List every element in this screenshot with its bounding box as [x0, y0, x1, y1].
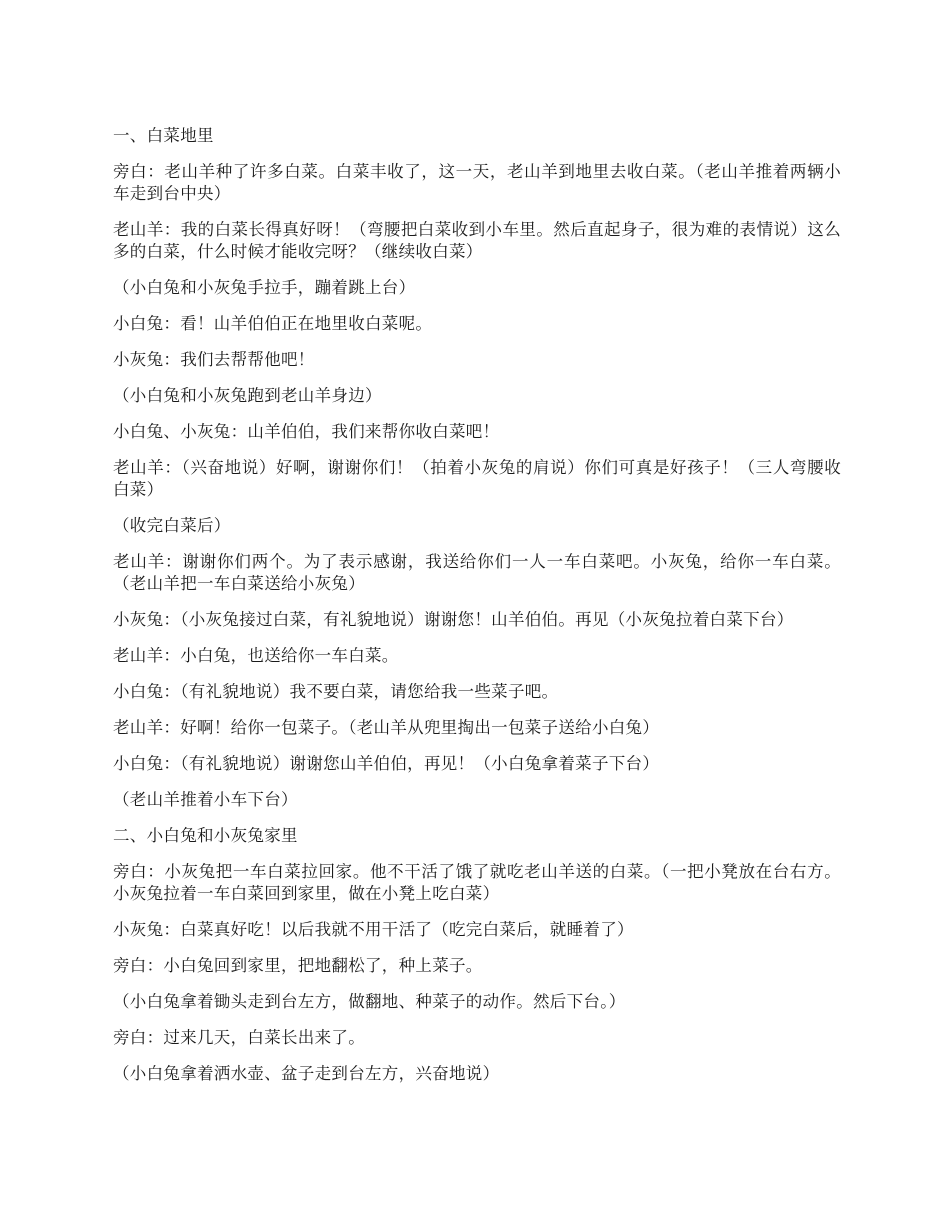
- section-heading-2: 二、小白兔和小灰兔家里: [113, 826, 298, 845]
- script-line: 小灰兔：我们去帮帮他吧！: [113, 350, 315, 369]
- stage-direction: （小白兔和小灰兔跑到老山羊身边）: [113, 386, 382, 405]
- script-line: 小白兔：（有礼貌地说）我不要白菜，请您给我一些菜子吧。: [113, 682, 559, 701]
- script-line: 旁白：小灰兔把一车白菜拉回家。他不干活了饿了就吃老山羊送的白菜。（一把小凳放在台右方。小灰兔拉着一车白菜回到家里，做在小凳上吃白菜）: [113, 862, 841, 903]
- stage-direction: （老山羊推着小车下台）: [113, 790, 298, 809]
- script-line: 旁白：老山羊种了许多白菜。白菜丰收了，这一天，老山羊到地里去收白菜。（老山羊推着两辆小车走到台中央）: [113, 162, 841, 203]
- script-line: 老山羊：小白兔，也送给你一车白菜。: [113, 646, 399, 665]
- stage-direction: （收完白菜后）: [113, 516, 231, 535]
- script-line: 小白兔：（有礼貌地说）谢谢您山羊伯伯，再见！（小白兔拿着菜子下台）: [113, 754, 660, 773]
- script-line: 老山羊：好啊！给你一包菜子。（老山羊从兜里掏出一包菜子送给小白兔）: [113, 718, 660, 737]
- script-line: 小灰兔：（小灰兔接过白菜，有礼貌地说）谢谢您！山羊伯伯。再见（小灰兔拉着白菜下台）: [113, 610, 794, 629]
- script-line: 旁白：过来几天，白菜长出来了。: [113, 1028, 365, 1047]
- stage-direction: （小白兔拿着洒水壶、盆子走到台左方，兴奋地说）: [113, 1064, 500, 1083]
- script-line: 小灰兔：白菜真好吃！以后我就不用干活了（吃完白菜后，就睡着了）: [113, 920, 634, 939]
- stage-direction: （小白兔拿着锄头走到台左方，做翻地、种菜子的动作。然后下台。）: [113, 992, 626, 1011]
- script-line: 旁白：小白兔回到家里，把地翻松了，种上菜子。: [113, 956, 483, 975]
- script-line: 老山羊：我的白菜长得真好呀！（弯腰把白菜收到小车里。然后直起身子，很为难的表情说）这么多的白菜，什么时候才能收完呀？（继续收白菜）: [113, 220, 841, 261]
- script-line: 老山羊：（兴奋地说）好啊，谢谢你们！（拍着小灰兔的肩说）你们可真是好孩子！（三人弯腰收白菜）: [113, 458, 841, 499]
- document-body: [113, 125, 841, 1099]
- script-line: 小白兔、小灰兔：山羊伯伯，我们来帮你收白菜吧！: [113, 422, 500, 441]
- stage-direction: （小白兔和小灰兔手拉手，蹦着跳上台）: [113, 278, 416, 297]
- script-line: 老山羊：谢谢你们两个。为了表示感谢，我送给你们一人一车白菜吧。小灰兔，给你一车白菜。（老山羊把一车白菜送给小灰兔）: [113, 552, 841, 593]
- script-line: 小白兔：看！山羊伯伯正在地里收白菜呢。: [113, 314, 433, 333]
- section-heading-1: 一、白菜地里: [113, 126, 214, 145]
